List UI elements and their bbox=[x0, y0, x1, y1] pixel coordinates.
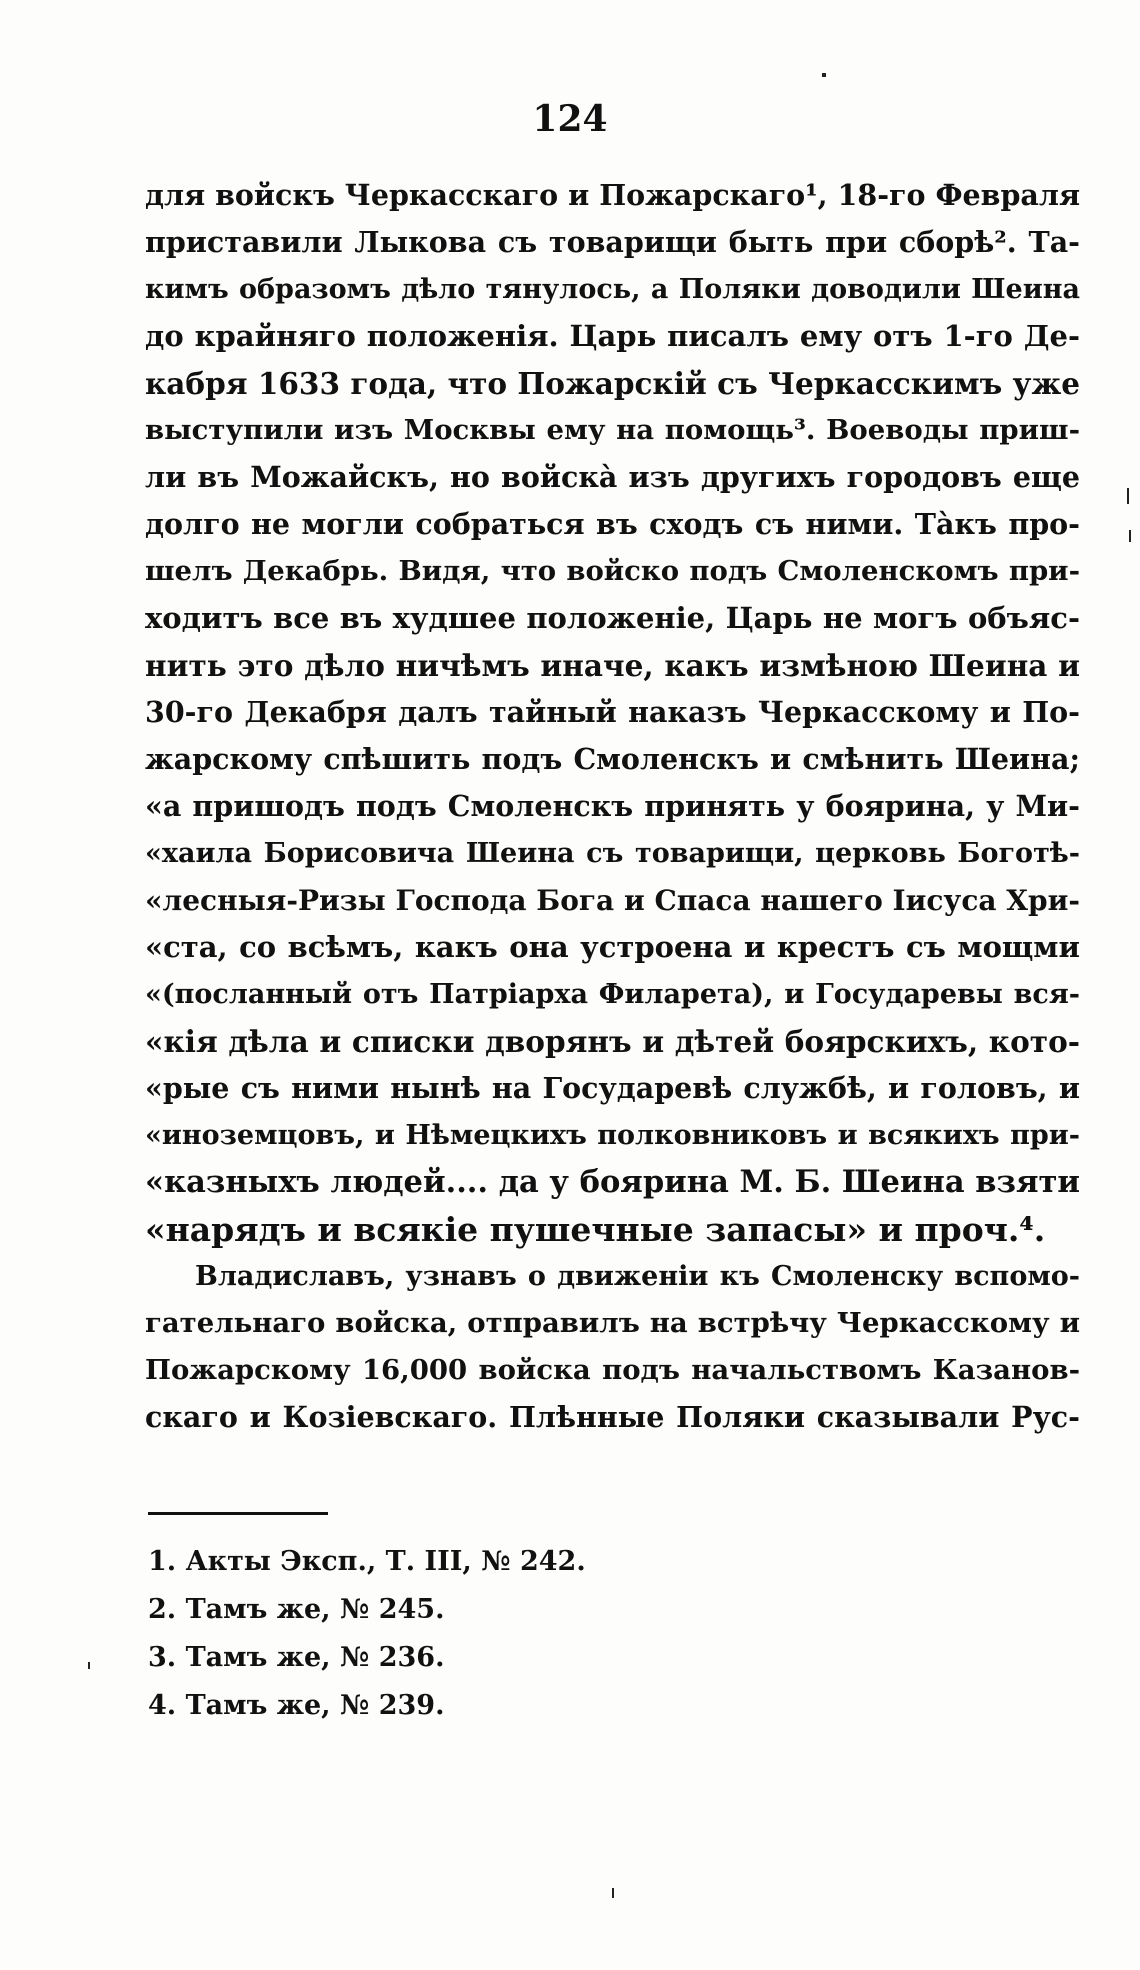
text-line: до крайняго положенія. Царь писалъ ему отъ 1-го Де- bbox=[145, 319, 1080, 353]
scan-speck bbox=[1127, 488, 1129, 504]
text-line: долго не могли собраться въ сходъ съ ними. Тàкъ про- bbox=[145, 507, 1080, 541]
text-line: Пожарскому 16,000 войска подъ начальствомъ Казанов- bbox=[145, 1354, 1080, 1386]
text-line: ходитъ все въ худшее положеніе, Царь не могъ объяс- bbox=[145, 601, 1080, 635]
text-line: «хаила Борисовича Шеина съ товарищи, церковь Боготѣ- bbox=[145, 838, 1080, 869]
text-line: «нарядъ и всякіе пушечные запасы» и проч.⁴. bbox=[145, 1210, 1046, 1249]
text-line: «лесныя-Ризы Господа Бога и Спаса нашего Іисуса Хри- bbox=[145, 884, 1080, 917]
footnote: 2. Тамъ же, № 245. bbox=[148, 1594, 445, 1625]
text-line: «иноземцовъ, и Нѣмецкихъ полковниковъ и всякихъ при- bbox=[145, 1120, 1080, 1151]
footnote-divider bbox=[148, 1512, 328, 1515]
text-line: нить это дѣло ничѣмъ иначе, какъ измѣною Шеина и bbox=[145, 648, 1080, 683]
footnote: 1. Акты Эксп., Т. III, № 242. bbox=[148, 1546, 586, 1577]
scan-speck bbox=[612, 1888, 614, 1898]
text-line: для войскъ Черкасскаго и Пожарскаго¹, 18-го Февраля bbox=[145, 178, 1080, 212]
text-line: Владиславъ, узнавъ о движеніи къ Смоленску вспомо- bbox=[195, 1261, 1080, 1292]
page-number: 124 bbox=[532, 98, 608, 140]
scan-speck bbox=[822, 73, 826, 77]
footnote: 4. Тамъ же, № 239. bbox=[148, 1690, 445, 1721]
text-line: выступили изъ Москвы ему на помощь³. Воеводы приш- bbox=[145, 414, 1080, 446]
text-line: «кія дѣла и списки дворянъ и дѣтей боярскихъ, кото- bbox=[145, 1024, 1080, 1059]
text-line: «(посланный отъ Патріарха Филарета), и Государевы вся- bbox=[145, 979, 1080, 1010]
footnote: 3. Тамъ же, № 236. bbox=[148, 1642, 445, 1673]
body-text bbox=[145, 172, 1080, 1441]
text-line: 30-го Декабря далъ тайный наказъ Черкасскому и По- bbox=[145, 695, 1080, 729]
text-line: кимъ образомъ дѣло тянулось, а Поляки доводили Шеина bbox=[145, 274, 1080, 305]
text-line: гательнаго войска, отправилъ на встрѣчу Черкасскому и bbox=[145, 1307, 1080, 1339]
text-line: приставили Лыкова съ товарищи быть при сборѣ². Та- bbox=[145, 225, 1080, 259]
text-line: скаго и Козіевскаго. Плѣнные Поляки сказывали Рус- bbox=[145, 1400, 1080, 1434]
text-line: ли въ Можайскъ, но войскà изъ другихъ городовъ еще bbox=[145, 460, 1080, 494]
text-line: «ста, со всѣмъ, какъ она устроена и крестъ съ мощми bbox=[145, 930, 1080, 964]
scan-speck bbox=[1129, 530, 1131, 542]
text-line: шелъ Декабрь. Видя, что войско подъ Смоленскомъ при- bbox=[145, 555, 1080, 587]
footnotes bbox=[148, 1538, 848, 1730]
text-line: «рые съ ними нынѣ на Государевѣ службѣ, и головъ, и bbox=[145, 1071, 1080, 1105]
text-line: кабря 1633 года, что Пожарскій съ Черкасскимъ уже bbox=[145, 366, 1080, 401]
scan-speck bbox=[88, 1662, 90, 1669]
text-line: жарскому спѣшить подъ Смоленскъ и смѣнить Шеина; bbox=[145, 742, 1080, 776]
text-line: «казныхъ людей.... да у боярина М. Б. Шеина взяти bbox=[145, 1164, 1080, 1200]
text-line: «а пришодъ подъ Смоленскъ принять у боярина, у Ми- bbox=[145, 789, 1080, 823]
